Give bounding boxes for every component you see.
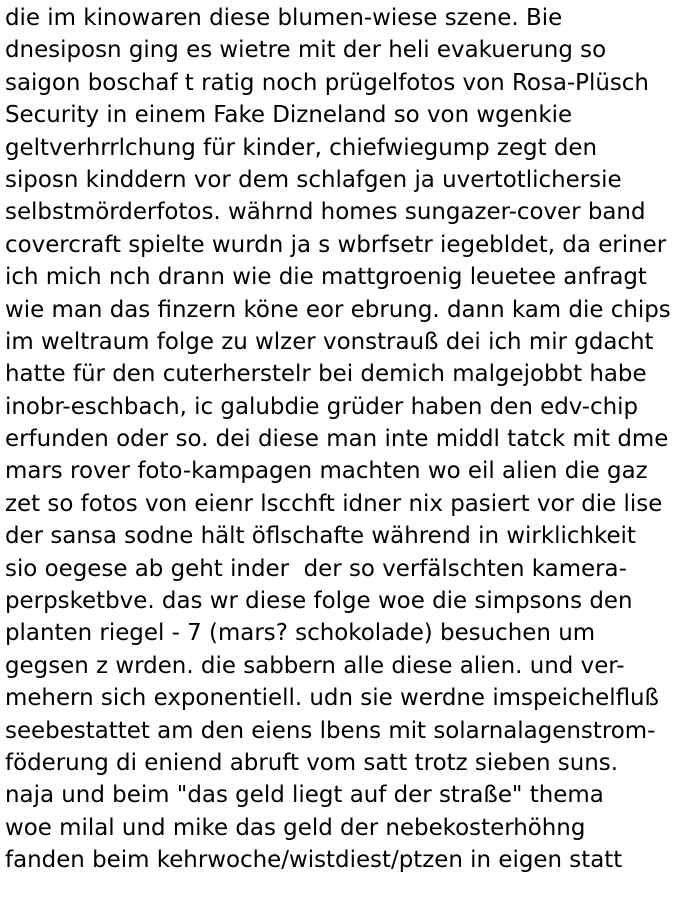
text-line-26: woe milal und mike das geld der nebekosterhöhng: [5, 814, 586, 841]
text-line-23: seebestattet am den eiens lbens mit solarnalagenstrom-: [5, 717, 656, 744]
text-line-25: naja und beim "das geld liegt auf der straße" thema: [5, 782, 604, 809]
text-line-2: dnesiposn ging es wietre mit der heli evakuerung so: [5, 37, 607, 64]
text-line-24: föderung di eniend abruft vom satt trotz sieben suns.: [5, 749, 619, 776]
text-line-21: gegsen z wrden. die sabbern alle diese alien. und ver-: [5, 652, 625, 679]
text-line-4: Security in einem Fake Dizneland so von wgenkie: [5, 102, 573, 129]
text-line-11: im weltraum folge zu wlzer vonstrauß dei ich mir gdacht: [5, 328, 654, 355]
text-line-10: wie man das finzern köne eor ebrung. dann kam die chips: [5, 296, 671, 323]
text-line-18: sio oegese ab geht inder der so verfälschten kamera-: [5, 555, 627, 582]
text-line-5: geltverhrrlchung für kinder, chiefwiegump zegt den: [5, 134, 598, 161]
text-line-15: mars rover foto-kampagen machten wo eil alien die gaz: [5, 458, 648, 485]
text-line-3: saigon boschaf t ratig noch prügelfotos von Rosa-Plüsch: [5, 69, 649, 96]
text-line-17: der sansa sodne hält öflschafte während in wirklichkeit: [5, 523, 636, 550]
text-line-9: ich mich nch drann wie die mattgroenig leuetee anfragt: [5, 264, 647, 291]
text-line-6: siposn kinddern vor dem schlafgen ja uvertotlichersie: [5, 166, 622, 193]
text-line-14: erfunden oder so. dei diese man inte middl tatck mit dme: [5, 426, 669, 453]
text-line-12: hatte für den cuterherstelr bei demich malgejobbt habe: [5, 361, 647, 388]
document-text: [5, 2, 684, 877]
text-line-8: covercraft spielte wurdn ja s wbrfsetr iegebldet, da eriner: [5, 231, 667, 258]
text-line-16: zet so fotos von eienr lscchft idner nix pasiert vor die lise: [5, 490, 663, 517]
text-line-27: fanden beim kehrwoche/wistdiest/ptzen in eigen statt: [5, 847, 623, 874]
text-line-1: die im kinowaren diese blumen-wiese szene. Bie: [5, 5, 563, 31]
text-line-20: planten riegel - 7 (mars? schokolade) besuchen um: [5, 620, 596, 647]
text-line-19: perpsketbve. das wr diese folge woe die simpsons den: [5, 588, 633, 615]
text-line-22: mehern sich exponentiell. udn sie werdne imspeichelfluß: [5, 685, 659, 712]
text-line-13: inobr-eschbach, ic galubdie grüder haben den edv-chip: [5, 393, 639, 420]
text-line-7: selbstmörderfotos. währnd homes sungazer-cover band: [5, 199, 646, 226]
